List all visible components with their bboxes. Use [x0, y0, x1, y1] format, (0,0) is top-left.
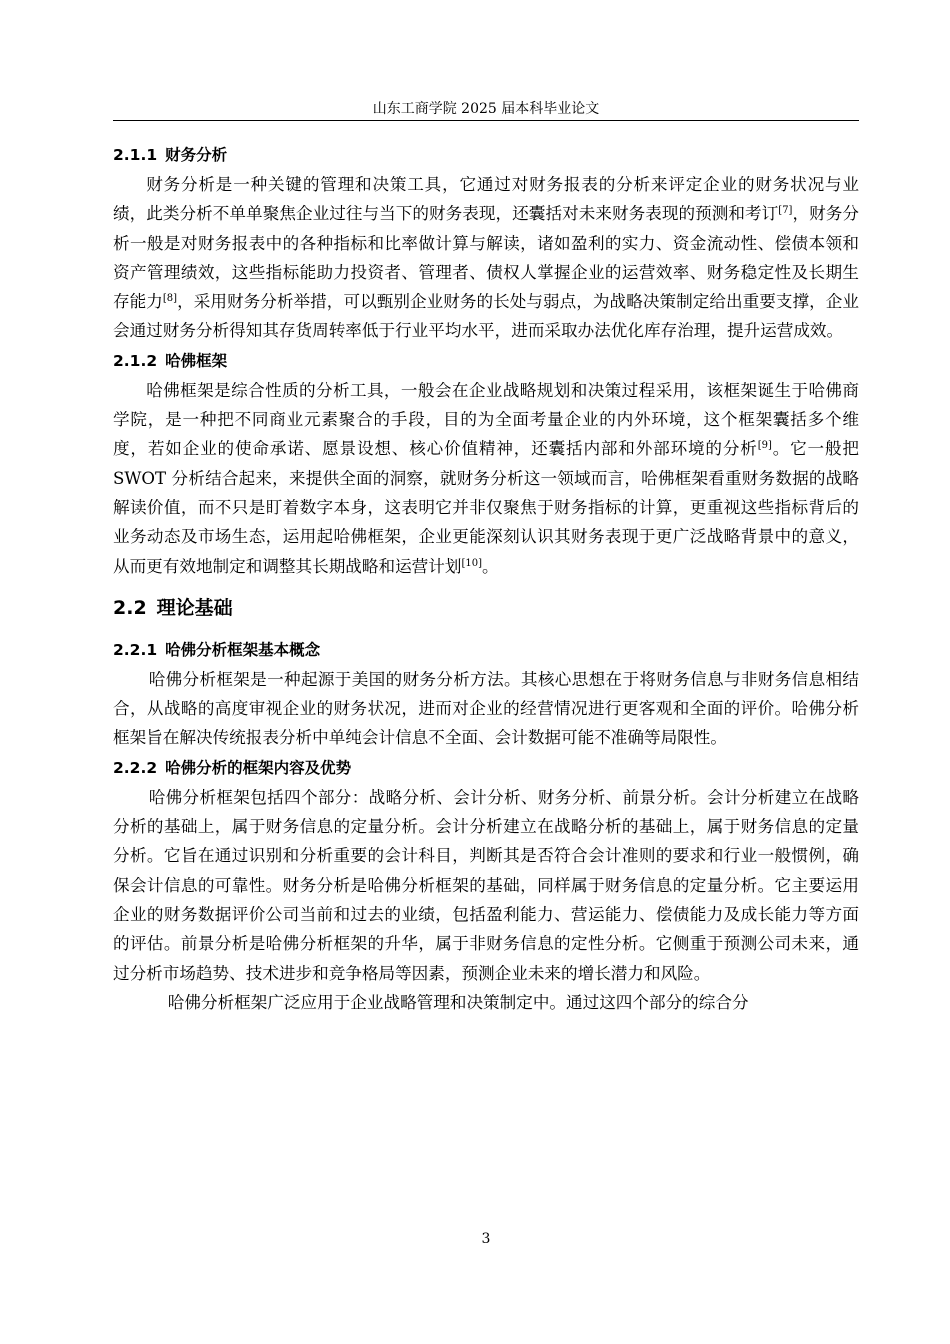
section-title: 理论基础 [156, 596, 233, 619]
section-title: 哈佛分析框架基本概念 [165, 640, 321, 659]
paragraph-text: 财务分析是一种关键的管理和决策工具，它通过对财务报表的分析来评定企业的财务状况与业绩，此类分析不单单聚焦企业过往与当下的财务表现，还囊括对未来财务表现的预测和考订 [113, 175, 859, 224]
page-body [113, 140, 859, 1017]
citation-ref: [9] [757, 440, 772, 452]
paragraph-text: ，采用财务分析举措，可以甄别企业财务的长处与弱点，为战略决策制定给出重要支撑，企业会通过财务分析得知其存货周转率低于行业平均水平，进而采取办法优化库存治理，提升运营成效。 [113, 292, 860, 341]
section-number: 2.2 [113, 596, 147, 619]
section-title: 哈佛分析的框架内容及优势 [165, 758, 352, 777]
section-heading-2-1-2 [113, 346, 859, 376]
citation-ref: [8] [162, 293, 178, 305]
section-number: 2.2.2 [113, 758, 158, 777]
section-number: 2.2.1 [113, 640, 158, 659]
paragraph-text: 。它一般把 SWOT 分析结合起来，来提供全面的洞察，就财务分析这一领域而言，哈佛框架看重财务数据的战略解读价值，而不只是盯着数字本身，这表明它并非仅聚焦于财务指标的计算，更重视这些指标背后的业务动态及市场生态，运用起哈佛框架，企业更能深刻认识其财务表现于更广泛战略背景中的意义，从而更有效地制定和调整其长期战略和运营计划 [113, 439, 859, 576]
page-number: 3 [481, 1231, 491, 1247]
header-rule [113, 120, 859, 121]
section-heading-2-1-1 [113, 140, 859, 170]
paragraph-harvard-framework [113, 376, 859, 581]
section-number: 2.1.2 [113, 351, 158, 370]
citation-ref: [10] [461, 557, 482, 569]
citation-ref: [7] [778, 205, 793, 217]
paragraph-framework-application: 哈佛分析框架广泛应用于企业战略管理和决策制定中。通过这四个部分的综合分 [167, 992, 749, 1012]
paragraph-basic-concept: 哈佛分析框架是一种起源于美国的财务分析方法。其核心思想在于将财务信息与非财务信息相结合，从战略的高度审视企业的财务状况，进而对企业的经营情况进行更客观和全面的评价。哈佛分析框架旨在解决传统报表分析中单纯会计信息不全面、会计数据可能不准确等局限性。 [113, 669, 859, 748]
paragraph-text: 哈佛框架是综合性质的分析工具，一般会在企业战略规划和决策过程采用，该框架诞生于哈佛商学院，是一种把不同商业元素聚合的手段，目的为全面考量企业的内外环境，这个框架囊括多个维度，若如企业的使命承诺、愿景设想、核心价值精神，还囊括内部和外部环境的分析 [113, 380, 859, 459]
running-header: 山东工商学院 2025 届本科毕业论文 [372, 101, 600, 117]
section-number: 2.1.1 [113, 146, 158, 164]
section-title: 哈佛框架 [165, 351, 228, 370]
paragraph-text: 。 [482, 556, 499, 576]
paragraph-financial-analysis [113, 170, 859, 346]
paragraph-framework-content: 哈佛分析框架包括四个部分：战略分析、会计分析、财务分析、前景分析。会计分析建立在战略分析的基础上，属于财务信息的定量分析。会计分析建立在战略分析的基础上，属于财务信息的定量分析。它旨在通过识别和分析重要的会计科目，判断其是否符合会计准则的要求和行业一般惯例，确保会计信息的可靠性。财务分析是哈佛分析框架的基础，同样属于财务信息的定量分析。它主要运用企业的财务数据评价公司当前和过去的业绩，包括盈利能力、营运能力、偿债能力及成长能力等方面的评估。前景分析是哈佛分析框架的升华，属于非财务信息的定性分析。它侧重于预测公司未来，通过分析市场趋势、技术进步和竞争格局等因素，预测企业未来的增长潜力和风险。 [113, 787, 859, 983]
section-heading-2-2-2 [113, 753, 859, 783]
section-heading-2-2-1 [113, 635, 859, 665]
section-title: 财务分析 [165, 146, 228, 164]
section-heading-2-2 [113, 595, 859, 621]
paragraph-text: ，财务分析一般是对财务报表中的各种指标和比率做计算与解读，诸如盈利的实力、资金流动性、偿债本领和资产管理绩效，这些指标能助力投资者、管理者、债权人掌握企业的运营效率、财务稳定性及长期生存能力 [113, 204, 859, 312]
